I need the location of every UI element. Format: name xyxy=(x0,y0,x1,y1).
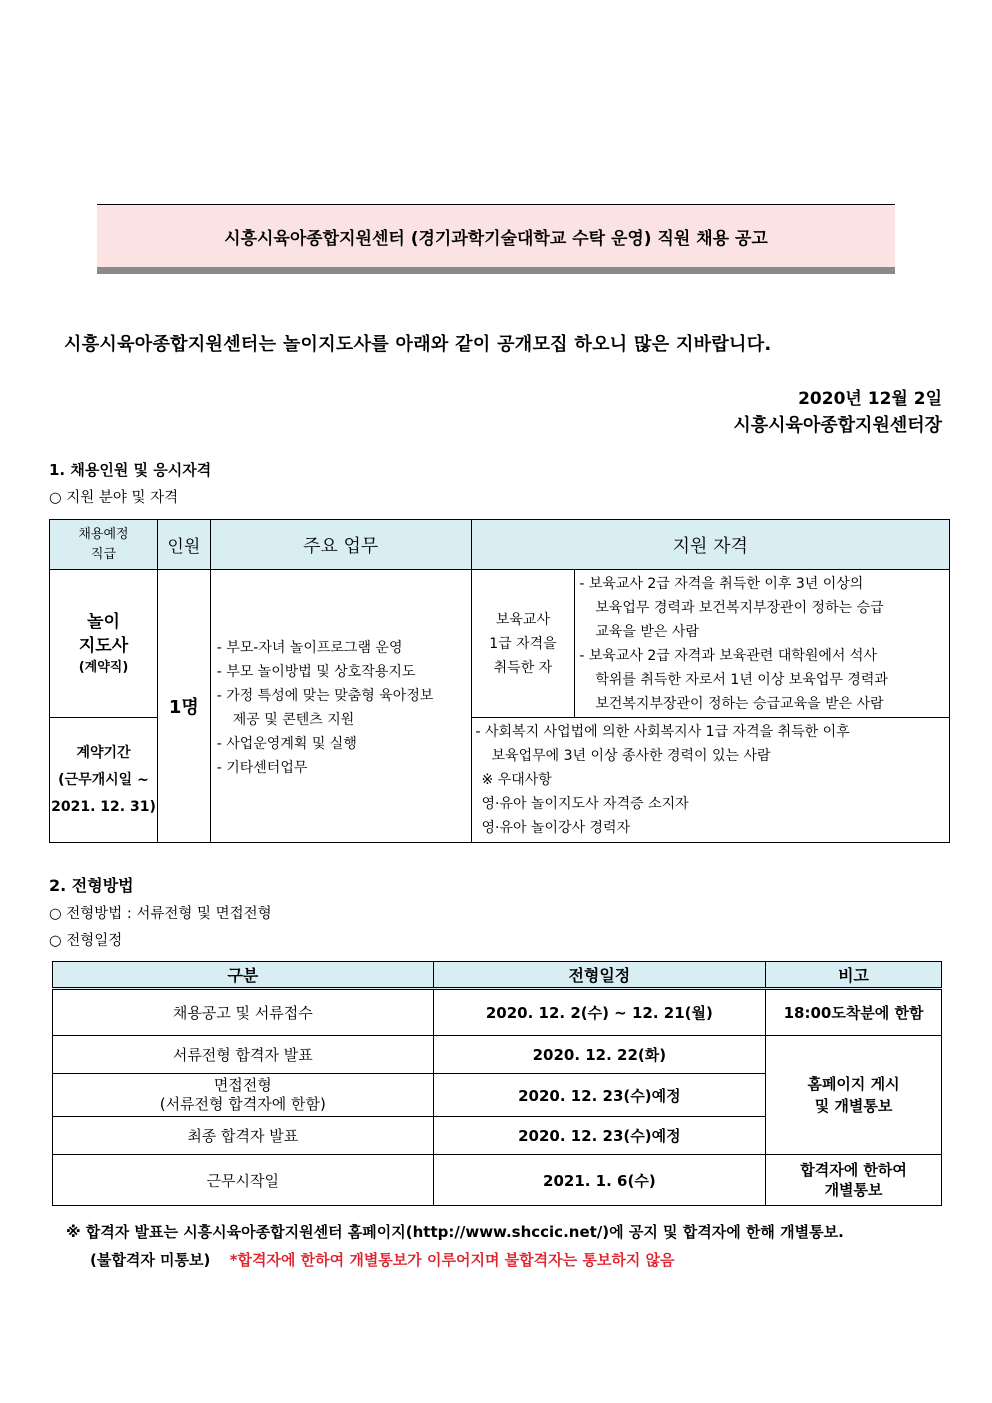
duty-item: - 가정 특성에 맞는 맞춤형 육아정보 xyxy=(216,688,434,704)
footnote-line1: ※ 합격자 발표는 시흥시육아종합지원센터 홈페이지(http://www.shccic.net/)에 공지 및 합격자에 한해 개별통보. xyxy=(66,1223,844,1241)
schedule-date: 2020. 12. 22(화) xyxy=(433,1036,765,1074)
qual-right-line: - 보육교사 2급 자격을 취득한 이후 3년 이상의 xyxy=(579,575,864,592)
position-line1: 놀이 xyxy=(87,611,120,632)
schedule-table-header xyxy=(53,962,942,989)
schedule-note-merged xyxy=(766,1036,942,1155)
merged-note-line: 및 개별통보 xyxy=(814,1097,893,1115)
qual-bottom-line: 영·유아 놀이지도사 자격증 소지자 xyxy=(481,796,689,812)
qual-bottom-line: 보육업무에 3년 이상 종사한 경력이 있는 사람 xyxy=(491,748,771,764)
position-cell xyxy=(50,570,158,718)
contract-line: 2021. 12. 31) xyxy=(51,798,156,815)
recruitment-table xyxy=(49,519,950,843)
qual-right-line: 보육업무 경력과 보건복지부장관이 정하는 승급 xyxy=(595,599,884,616)
qual-right-line: 보건복지부장관이 정하는 승급교육을 받은 사람 xyxy=(595,695,884,712)
contract-line: (근무개시일 ~ xyxy=(58,771,149,788)
announcement-date: 2020년 12월 2일 xyxy=(798,389,942,409)
footnote-line2 xyxy=(90,1249,675,1270)
qual-left-cell xyxy=(471,570,575,718)
header-position xyxy=(50,520,158,570)
schedule-date: 2020. 12. 23(수)예정 xyxy=(433,1117,765,1155)
header-schedule: 전형일정 xyxy=(433,962,765,989)
note-line: 합격자에 한하여 xyxy=(800,1161,907,1179)
schedule-note: 18:00도착분에 한함 xyxy=(766,989,942,1036)
duty-item: - 기타센터업무 xyxy=(216,760,308,776)
header-qualifications: 지원 자격 xyxy=(471,520,949,570)
qual-right-line: - 보육교사 2급 자격과 보육관련 대학원에서 석사 xyxy=(579,647,877,664)
footnote-no-notice: (불합격자 미통보) xyxy=(90,1251,211,1269)
qual-right-line: 교육을 받은 사람 xyxy=(595,623,699,640)
schedule-category: 최종 합격자 발표 xyxy=(53,1117,434,1155)
page-title: 시흥시육아종합지원센터 (경기과학기술대학교 수탁 운영) 직원 채용 공고 xyxy=(97,204,895,274)
schedule-row xyxy=(53,989,942,1036)
schedule-date: 2020. 12. 23(수)예정 xyxy=(433,1074,765,1117)
schedule-note xyxy=(766,1155,942,1206)
category-line: 면접전형 xyxy=(213,1076,272,1094)
footnote-warning: *합격자에 한하여 개별통보가 이루어지며 불합격자는 통보하지 않음 xyxy=(229,1251,675,1269)
qual-left-line: 보육교사 xyxy=(495,611,550,628)
schedule-category: 서류전형 합격자 발표 xyxy=(53,1036,434,1074)
qual-left-line: 1급 자격을 xyxy=(489,635,557,652)
header-category: 구분 xyxy=(53,962,434,989)
section2-bullet1: ○ 전형방법 : 서류전형 및 면접전형 xyxy=(49,906,272,922)
header-count: 인원 xyxy=(157,520,210,570)
section1-heading: 1. 채용인원 및 응시자격 xyxy=(49,461,212,479)
duty-item: - 사업운영계획 및 실행 xyxy=(216,736,357,752)
count-cell: 1명 xyxy=(157,570,210,843)
qual-right-cell xyxy=(575,570,950,718)
qual-bottom-line: 영·유아 놀이강사 경력자 xyxy=(481,820,631,836)
schedule-row xyxy=(53,1155,942,1206)
header-note: 비고 xyxy=(766,962,942,989)
schedule-category: 채용공고 및 서류접수 xyxy=(53,989,434,1036)
recruitment-table-header xyxy=(50,520,950,570)
qual-bottom-line: ※ 우대사항 xyxy=(481,772,552,788)
contract-cell xyxy=(50,718,158,843)
note-line: 개별통보 xyxy=(824,1181,883,1199)
section2-bullet2: ○ 전형일정 xyxy=(49,933,123,949)
recruitment-row xyxy=(50,570,950,718)
duty-item: - 부모-자녀 놀이프로그램 운영 xyxy=(216,640,403,656)
schedule-date: 2020. 12. 2(수) ~ 12. 21(월) xyxy=(433,989,765,1036)
schedule-table xyxy=(52,961,942,1206)
schedule-category xyxy=(53,1074,434,1117)
qual-bottom-cell xyxy=(471,718,949,843)
header-duties: 주요 업무 xyxy=(210,520,471,570)
section1-bullet: ○ 지원 분야 및 자격 xyxy=(49,490,179,506)
section2-heading: 2. 전형방법 xyxy=(49,876,134,895)
issuer-name: 시흥시육아종합지원센터장 xyxy=(733,415,942,436)
schedule-category: 근무시작일 xyxy=(53,1155,434,1206)
duties-cell xyxy=(210,570,471,843)
duty-item: - 부모 놀이방법 및 상호작용지도 xyxy=(216,664,416,680)
merged-note-line: 홈페이지 게시 xyxy=(807,1075,900,1093)
qual-bottom-line: - 사회복지 사업법에 의한 사회복지사 1급 자격을 취득한 이후 xyxy=(475,724,850,740)
contract-line: 계약기간 xyxy=(76,744,131,761)
position-type: (계약직) xyxy=(78,659,129,675)
qual-left-line: 취득한 자 xyxy=(493,659,553,676)
duty-item: 제공 및 콘텐츠 지원 xyxy=(232,712,355,728)
header-position-l1: 채용예정 xyxy=(78,526,129,542)
schedule-date: 2021. 1. 6(수) xyxy=(433,1155,765,1206)
category-line: (서류전형 합격자에 한함) xyxy=(159,1095,326,1113)
schedule-row xyxy=(53,1036,942,1074)
qual-right-line: 학위를 취득한 자로서 1년 이상 보육업무 경력과 xyxy=(595,671,888,688)
header-position-l2: 직급 xyxy=(90,546,117,562)
position-line2: 지도사 xyxy=(78,635,129,656)
intro-text: 시흥시육아종합지원센터는 놀이지도사를 아래와 같이 공개모집 하오니 많은 지바랍니다. xyxy=(64,334,772,355)
